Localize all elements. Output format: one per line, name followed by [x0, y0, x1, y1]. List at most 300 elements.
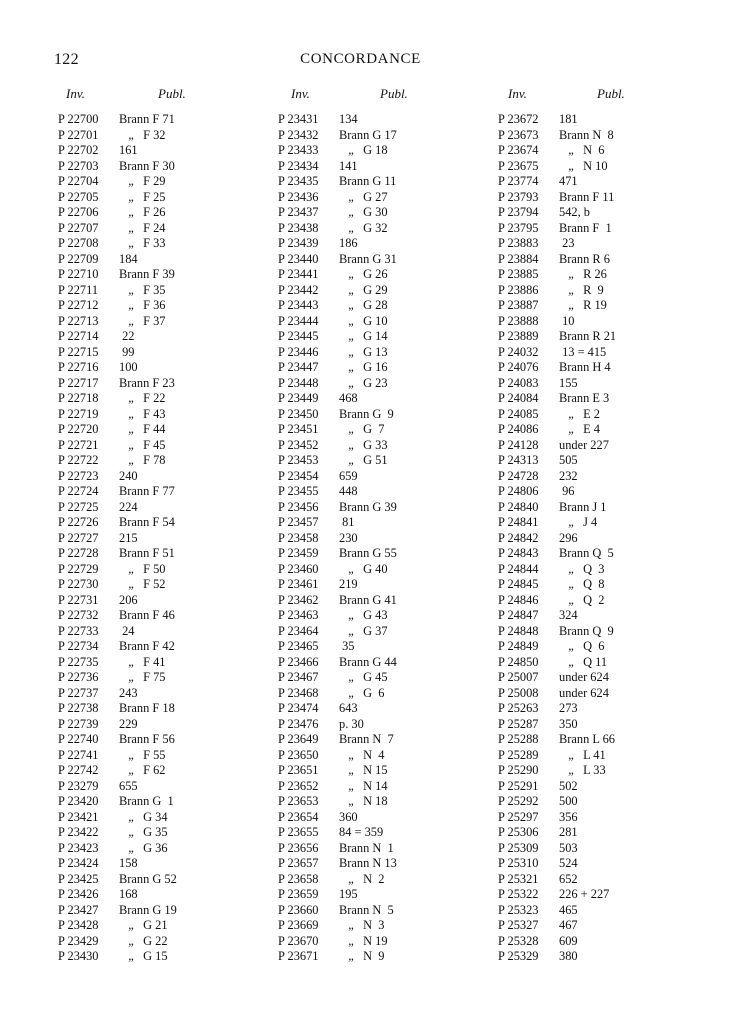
publication-reference: „ F 55 — [119, 747, 166, 762]
inventory-number: P 22706 — [58, 205, 99, 219]
inventory-number: P 23463 — [278, 608, 319, 622]
publication-reference: 503 — [559, 840, 578, 855]
publication-reference: „ G 35 — [119, 825, 168, 839]
publication-reference: „ G 23 — [339, 375, 388, 390]
inventory-number: P 22728 — [58, 546, 99, 560]
publication-reference: „ N 10 — [559, 158, 608, 173]
publication-reference: „ Q 6 — [559, 639, 605, 653]
inventory-number: P 23649 — [278, 732, 319, 746]
publication-reference: 215 — [119, 530, 138, 545]
inventory-number: P 22736 — [58, 670, 99, 684]
inventory-number: P 22720 — [58, 422, 99, 436]
inventory-number: P 22714 — [58, 329, 99, 343]
inventory-number: P 23446 — [278, 344, 319, 359]
publication-reference: Brann H 4 — [559, 360, 611, 374]
inventory-number: P 25322 — [498, 887, 539, 901]
inventory-number: P 23888 — [498, 313, 539, 328]
publication-reference: Brann Q 5 — [559, 546, 614, 560]
publication-reference: Brann F 18 — [119, 701, 175, 715]
inventory-number: P 24128 — [498, 437, 539, 452]
inventory-number: P 22740 — [58, 732, 99, 746]
publication-reference: „ G 30 — [339, 205, 388, 219]
publication-reference: „ N 18 — [339, 794, 388, 808]
publication-reference: under 227 — [559, 437, 609, 452]
inventory-number: P 24728 — [498, 468, 539, 483]
inventory-number: P 23671 — [278, 949, 319, 963]
publication-reference: 659 — [339, 468, 358, 483]
inventory-number: P 23887 — [498, 298, 539, 312]
inventory-number: P 24844 — [498, 561, 539, 576]
inventory-number: P 23655 — [278, 825, 319, 839]
publication-reference: „ G 26 — [339, 267, 388, 281]
inventory-number: P 22718 — [58, 391, 99, 405]
inventory-number: P 23432 — [278, 127, 319, 142]
publication-reference: Brann F 77 — [119, 484, 175, 498]
publication-reference: „ G 18 — [339, 143, 388, 157]
inventory-number: P 25287 — [498, 716, 539, 731]
inventory-number: P 23421 — [58, 809, 99, 824]
inventory-number: P 22700 — [58, 112, 99, 126]
inventory-number: P 23434 — [278, 158, 319, 173]
inventory-number: P 25288 — [498, 732, 539, 746]
inventory-number: P 23435 — [278, 174, 319, 188]
inventory-number: P 23461 — [278, 577, 319, 591]
inventory-number: P 25291 — [498, 778, 539, 793]
inventory-number: P 25290 — [498, 763, 539, 777]
publication-reference: 224 — [119, 499, 138, 514]
inventory-number: P 24847 — [498, 608, 539, 622]
publication-reference: 281 — [559, 825, 578, 839]
publication-reference: „ G 33 — [339, 437, 388, 452]
publication-reference: 350 — [559, 716, 578, 731]
inventory-number: P 23449 — [278, 391, 319, 405]
inventory-number: P 23444 — [278, 313, 319, 328]
publication-reference: 24 — [119, 623, 135, 638]
inventory-number: P 23466 — [278, 654, 319, 669]
publication-reference: „ F 35 — [119, 282, 166, 297]
publication-reference: under 624 — [559, 670, 609, 684]
publication-reference: 168 — [119, 887, 138, 901]
inventory-number: P 24084 — [498, 391, 539, 405]
publication-reference: 505 — [559, 453, 578, 467]
inventory-number: P 22738 — [58, 701, 99, 715]
inventory-number: P 22719 — [58, 406, 99, 421]
publication-reference: 141 — [339, 158, 358, 173]
inventory-number: P 24848 — [498, 623, 539, 638]
publication-reference: „ G 43 — [339, 608, 388, 622]
publication-reference: „ G 16 — [339, 360, 388, 374]
publication-reference: 195 — [339, 887, 358, 901]
publication-reference: „ G 22 — [119, 933, 168, 948]
inventory-number: P 22710 — [58, 267, 99, 281]
inventory-number: P 23428 — [58, 918, 99, 932]
inventory-number: P 25321 — [498, 871, 539, 886]
running-title-text: CONCORDANCE — [300, 51, 421, 67]
inventory-number: P 23460 — [278, 561, 319, 576]
publication-reference: 226 + 227 — [559, 887, 610, 901]
inventory-number: P 23426 — [58, 887, 99, 901]
inventory-number: P 22727 — [58, 530, 99, 545]
publication-reference: „ G 36 — [119, 840, 168, 855]
inventory-number: P 25329 — [498, 949, 539, 963]
publication-reference: „ N 9 — [339, 949, 385, 963]
publication-reference: 502 — [559, 778, 578, 793]
inventory-number: P 22711 — [58, 282, 99, 297]
inventory-number: P 22735 — [58, 654, 99, 669]
publication-reference: Brann G 39 — [339, 499, 397, 514]
inventory-number: P 22737 — [58, 685, 99, 700]
publication-reference: Brann E 3 — [559, 391, 610, 405]
inventory-number: P 23279 — [58, 778, 99, 793]
inventory-number: P 23437 — [278, 205, 319, 219]
inventory-number: P 22721 — [58, 437, 99, 452]
inventory-number: P 23660 — [278, 902, 319, 917]
publication-reference: „ F 62 — [119, 763, 166, 777]
publication-reference: 273 — [559, 701, 578, 715]
inventory-number: P 23659 — [278, 887, 319, 901]
publication-reference: Brann F 56 — [119, 732, 175, 746]
inventory-number: P 22731 — [58, 592, 99, 607]
publication-reference: „ N 3 — [339, 918, 385, 932]
publication-reference: 240 — [119, 468, 138, 483]
publication-reference: 22 — [119, 329, 135, 343]
inventory-number: P 23468 — [278, 685, 319, 700]
publication-reference: Brann F 11 — [559, 189, 615, 204]
inventory-number: P 25007 — [498, 670, 539, 684]
publication-reference: 13 = 415 — [559, 344, 607, 359]
inventory-number: P 23793 — [498, 189, 539, 204]
inventory-number: P 23889 — [498, 329, 539, 343]
inv-header: Inv. — [66, 86, 85, 101]
inventory-number: P 23453 — [278, 453, 319, 467]
inventory-number: P 23456 — [278, 499, 319, 514]
inventory-number: P 23795 — [498, 220, 539, 235]
inventory-number: P 23424 — [58, 856, 99, 870]
inventory-number: P 22725 — [58, 499, 99, 514]
publication-reference: „ G 40 — [339, 561, 388, 576]
inventory-number: P 24845 — [498, 577, 539, 591]
page-number: 122 — [54, 51, 79, 68]
publication-reference: 467 — [559, 918, 578, 932]
publication-reference: Brann G 41 — [339, 592, 397, 607]
publication-reference: 360 — [339, 809, 358, 824]
publication-reference: „ R 9 — [559, 282, 604, 297]
inventory-number: P 24850 — [498, 654, 539, 669]
inventory-number: P 25328 — [498, 933, 539, 948]
inventory-number: P 23670 — [278, 933, 319, 948]
publication-reference: „ F 26 — [119, 205, 166, 219]
inventory-number: P 23459 — [278, 546, 319, 560]
inventory-number: P 22722 — [58, 453, 99, 467]
publication-reference: 296 — [559, 530, 578, 545]
inventory-number: P 23464 — [278, 623, 319, 638]
publication-reference: „ F 43 — [119, 406, 166, 421]
publication-reference: „ G 7 — [339, 422, 385, 436]
publication-reference: 356 — [559, 809, 578, 824]
inventory-number: P 23885 — [498, 267, 539, 281]
inventory-number: P 23420 — [58, 794, 99, 808]
publication-reference: 134 — [339, 112, 358, 126]
publication-reference: 500 — [559, 794, 578, 808]
inventory-number: P 23653 — [278, 794, 319, 808]
publication-reference: Brann G 52 — [119, 871, 177, 886]
publication-reference: 186 — [339, 236, 358, 250]
inventory-number: P 23651 — [278, 763, 319, 777]
publication-reference: Brann F 1 — [559, 220, 612, 235]
publication-reference: Brann N 8 — [559, 127, 614, 142]
inventory-number: P 24840 — [498, 499, 539, 514]
publication-reference: „ G 27 — [339, 189, 388, 204]
publication-reference: 181 — [559, 112, 578, 126]
publication-reference: Brann N 1 — [339, 840, 394, 855]
inventory-number: P 24032 — [498, 344, 539, 359]
inventory-number: P 24846 — [498, 592, 539, 607]
inventory-number: P 23669 — [278, 918, 319, 932]
publication-reference: „ F 50 — [119, 561, 166, 576]
inventory-number: P 23455 — [278, 484, 319, 498]
inventory-number: P 22713 — [58, 313, 99, 328]
inventory-number: P 23442 — [278, 282, 319, 297]
inventory-number: P 23886 — [498, 282, 539, 297]
publication-reference: „ G 10 — [339, 313, 388, 328]
inventory-number: P 22741 — [58, 747, 99, 762]
inventory-number: P 24086 — [498, 422, 539, 436]
publication-reference: Brann F 30 — [119, 158, 175, 173]
publication-reference: 230 — [339, 530, 358, 545]
publication-reference: „ N 19 — [339, 933, 388, 948]
publication-reference: 524 — [559, 856, 578, 870]
inventory-number: P 23884 — [498, 251, 539, 266]
publication-reference: 448 — [339, 484, 358, 498]
publication-reference: 35 — [339, 639, 355, 653]
inventory-number: P 23675 — [498, 158, 539, 173]
publication-reference: „ G 32 — [339, 220, 388, 235]
publication-reference: Brann F 51 — [119, 546, 175, 560]
inventory-number: P 23451 — [278, 422, 319, 436]
publication-reference: 468 — [339, 391, 358, 405]
inv-header: Inv. — [508, 86, 527, 101]
publication-reference: „ F 41 — [119, 654, 166, 669]
inventory-number: P 23794 — [498, 205, 539, 219]
publication-reference: Brann G 11 — [339, 174, 397, 188]
inventory-number: P 25289 — [498, 747, 539, 762]
inventory-number: P 22712 — [58, 298, 99, 312]
publication-reference: „ Q 8 — [559, 577, 605, 591]
publication-reference: „ Q 3 — [559, 561, 605, 576]
publication-reference: 380 — [559, 949, 578, 963]
publication-reference: Brann L 66 — [559, 732, 615, 746]
publication-reference: „ G 6 — [339, 685, 385, 700]
inventory-number: P 22723 — [58, 468, 99, 483]
publication-reference: Brann R 21 — [559, 329, 617, 343]
inventory-number: P 22726 — [58, 515, 99, 529]
inventory-number: P 23656 — [278, 840, 319, 855]
publication-reference: Brann G 19 — [119, 902, 177, 917]
inventory-number: P 24085 — [498, 406, 539, 421]
publication-reference: „ F 29 — [119, 174, 166, 188]
inventory-number: P 22717 — [58, 375, 99, 390]
publication-reference: 10 — [559, 313, 575, 328]
publication-reference: Brann F 23 — [119, 375, 175, 390]
publication-reference: 206 — [119, 592, 138, 607]
publication-reference: 229 — [119, 716, 138, 731]
publication-reference: „ Q 11 — [559, 654, 608, 669]
inventory-number: P 23445 — [278, 329, 319, 343]
publication-reference: „ F 45 — [119, 437, 166, 452]
running-title — [0, 51, 733, 68]
inventory-number: P 23436 — [278, 189, 319, 204]
inventory-number: P 23438 — [278, 220, 319, 235]
inventory-number: P 23423 — [58, 840, 99, 855]
publication-reference: „ F 25 — [119, 189, 166, 204]
publication-reference: Brann F 42 — [119, 639, 175, 653]
inventory-number: P 22715 — [58, 344, 99, 359]
inventory-number: P 23440 — [278, 251, 319, 266]
publication-reference: „ G 13 — [339, 344, 388, 359]
publication-reference: „ F 32 — [119, 127, 166, 142]
inventory-number: P 24842 — [498, 530, 539, 545]
inventory-number: P 22739 — [58, 716, 99, 731]
inventory-number: P 23774 — [498, 174, 539, 188]
publication-reference: 232 — [559, 468, 578, 483]
inventory-number: P 24806 — [498, 484, 539, 498]
inventory-number: P 24083 — [498, 375, 539, 390]
publication-reference: „ E 2 — [559, 406, 600, 421]
publication-reference: 96 — [559, 484, 575, 498]
publication-reference: Brann N 13 — [339, 856, 397, 870]
publication-reference: 155 — [559, 375, 578, 390]
inventory-number: P 22709 — [58, 251, 99, 266]
publication-reference: „ G 29 — [339, 282, 388, 297]
inventory-number: P 22742 — [58, 763, 99, 777]
publication-reference: „ L 33 — [559, 763, 606, 777]
inventory-number: P 23657 — [278, 856, 319, 870]
inventory-number: P 24076 — [498, 360, 539, 374]
inventory-number: P 23439 — [278, 236, 319, 250]
publication-reference: 99 — [119, 344, 135, 359]
publication-reference: 324 — [559, 608, 578, 622]
publication-reference: „ N 2 — [339, 871, 385, 886]
publication-reference: „ F 75 — [119, 670, 166, 684]
inventory-number: P 23476 — [278, 716, 319, 731]
publication-reference: Brann F 71 — [119, 112, 175, 126]
publ-header: Publ. — [597, 86, 625, 101]
publication-reference: 643 — [339, 701, 358, 715]
inventory-number: P 25310 — [498, 856, 539, 870]
publication-reference: 184 — [119, 251, 138, 266]
publication-reference: „ R 26 — [559, 267, 607, 281]
publication-reference: „ L 41 — [559, 747, 606, 762]
publication-reference: 465 — [559, 902, 578, 917]
inventory-number: P 23427 — [58, 902, 99, 917]
inventory-number: P 23458 — [278, 530, 319, 545]
inventory-number: P 23457 — [278, 515, 319, 529]
inv-header: Inv. — [291, 86, 310, 101]
inventory-number: P 22716 — [58, 360, 99, 374]
inventory-number: P 25309 — [498, 840, 539, 855]
publication-reference: „ F 44 — [119, 422, 166, 436]
inventory-number: P 24843 — [498, 546, 539, 560]
inventory-number: P 23443 — [278, 298, 319, 312]
inventory-number: P 22702 — [58, 143, 99, 157]
publication-reference: Brann G 55 — [339, 546, 397, 560]
inventory-number: P 22729 — [58, 561, 99, 576]
inventory-number: P 23429 — [58, 933, 99, 948]
inventory-number: P 22733 — [58, 623, 99, 638]
inventory-number: P 24313 — [498, 453, 539, 467]
inventory-number: P 23422 — [58, 825, 99, 839]
publication-reference: „ G 21 — [119, 918, 168, 932]
inventory-number: P 23883 — [498, 236, 539, 250]
publication-reference: Brann N 7 — [339, 732, 394, 746]
inventory-number: P 23454 — [278, 468, 319, 483]
publication-reference: „ G 37 — [339, 623, 388, 638]
publication-reference: 84 = 359 — [339, 825, 384, 839]
inventory-number: P 23465 — [278, 639, 319, 653]
publication-reference: „ F 37 — [119, 313, 166, 328]
inventory-number: P 23431 — [278, 112, 319, 126]
publication-reference: 243 — [119, 685, 138, 700]
publication-reference: „ Q 2 — [559, 592, 605, 607]
inventory-number: P 22705 — [58, 189, 99, 204]
publication-reference: „ E 4 — [559, 422, 600, 436]
inventory-number: P 24849 — [498, 639, 539, 653]
inventory-number: P 23430 — [58, 949, 99, 963]
inventory-number: P 23674 — [498, 143, 539, 157]
inventory-number: P 25323 — [498, 902, 539, 917]
publication-reference: „ F 78 — [119, 453, 166, 467]
publication-reference: „ F 33 — [119, 236, 166, 250]
publication-reference: „ G 15 — [119, 949, 168, 963]
inventory-number: P 22703 — [58, 158, 99, 173]
inventory-number: P 23425 — [58, 871, 99, 886]
inventory-number: P 23672 — [498, 112, 539, 126]
publication-reference: Brann F 54 — [119, 515, 175, 529]
inventory-number: P 23652 — [278, 778, 319, 793]
inventory-number: P 24841 — [498, 515, 539, 529]
publication-reference: „ G 14 — [339, 329, 388, 343]
publication-reference: Brann G 1 — [119, 794, 174, 808]
publication-reference: Brann Q 9 — [559, 623, 614, 638]
publication-reference: 471 — [559, 174, 578, 188]
publication-reference: „ J 4 — [559, 515, 598, 529]
publication-reference: „ N 14 — [339, 778, 388, 793]
inventory-number: P 22730 — [58, 577, 99, 591]
column-header — [498, 86, 648, 110]
publication-reference: Brann N 5 — [339, 902, 394, 917]
publication-reference: „ N 6 — [559, 143, 605, 157]
inventory-number: P 25297 — [498, 809, 539, 824]
publication-reference: 542, b — [559, 205, 590, 219]
publication-reference: „ F 24 — [119, 220, 166, 235]
publication-reference: 609 — [559, 933, 578, 948]
publication-reference: „ N 15 — [339, 763, 388, 777]
publication-reference: p. 30 — [339, 716, 364, 731]
inventory-number: P 23474 — [278, 701, 319, 715]
publication-reference: Brann R 6 — [559, 251, 610, 266]
inventory-number: P 23673 — [498, 127, 539, 142]
publication-reference: „ G 34 — [119, 809, 168, 824]
column-header — [278, 86, 428, 110]
inventory-number: P 25306 — [498, 825, 539, 839]
publication-reference: „ G 51 — [339, 453, 388, 467]
inventory-number: P 25263 — [498, 701, 539, 715]
inventory-number: P 23448 — [278, 375, 319, 390]
inventory-number: P 23650 — [278, 747, 319, 762]
publication-reference: Brann G 44 — [339, 654, 397, 669]
publication-reference: „ F 22 — [119, 391, 166, 405]
inventory-number: P 23467 — [278, 670, 319, 684]
